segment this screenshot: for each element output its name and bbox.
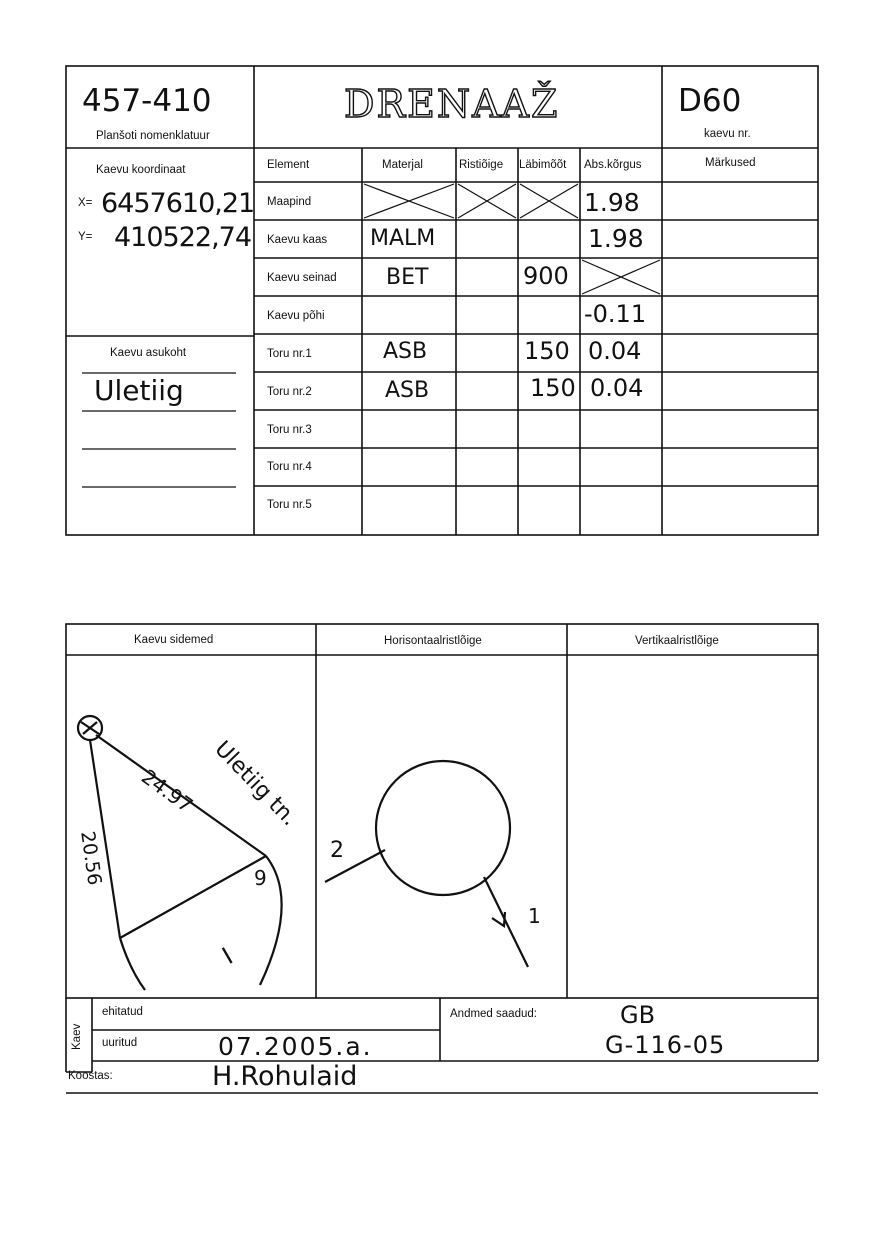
x-prefix: X= xyxy=(78,197,93,209)
point-mark: 9 xyxy=(254,866,267,890)
location-label: Kaevu asukoht xyxy=(110,347,187,359)
table-row-element: Maapind xyxy=(267,196,312,208)
table-row-elevation: 1.98 xyxy=(588,224,644,253)
distance-label-2: 20.56 xyxy=(76,829,106,887)
built-label: ehitatud xyxy=(102,1006,143,1018)
table-row-diameter: 900 xyxy=(523,262,569,290)
table-row-element: Toru nr.5 xyxy=(267,499,312,511)
roman-one-label: I xyxy=(217,942,238,970)
table-row-material: BET xyxy=(386,265,429,290)
table-row-diameter: 150 xyxy=(530,374,576,402)
table-row-elevation: 1.98 xyxy=(584,188,640,217)
table-row-material: MALM xyxy=(370,226,436,251)
table-row-element: Kaevu seinad xyxy=(267,272,337,284)
col-notes: Märkused xyxy=(705,157,756,169)
map-sheet-value: 457-410 xyxy=(82,83,212,119)
col-element: Element xyxy=(267,159,310,171)
location-value: Uletiig xyxy=(94,374,184,407)
col-diameter: Läbimõõt xyxy=(519,159,567,171)
street-label: Uletiig tn. xyxy=(209,736,302,832)
table-row-elevation: 0.04 xyxy=(588,337,642,365)
col-material: Materjal xyxy=(382,159,423,171)
map-sheet-label: Planšoti nomenklatuur xyxy=(96,130,210,142)
y-prefix: Y= xyxy=(78,231,93,243)
coordinates-label: Kaevu koordinaat xyxy=(96,164,186,176)
surveyed-value: 07.2005.a. xyxy=(218,1032,373,1061)
pipe-2-label: 2 xyxy=(330,838,344,863)
col-cross-section: Ristiõige xyxy=(459,159,504,171)
table-row-element: Toru nr.2 xyxy=(267,386,312,398)
table-row-elevation: 0.04 xyxy=(590,374,644,402)
compiled-label: Koostas: xyxy=(68,1070,113,1082)
horizontal-section-sketch xyxy=(325,761,528,967)
table-row-element: Toru nr.3 xyxy=(267,424,312,436)
well-no-label: kaevu nr. xyxy=(704,128,751,140)
well-no-value: D60 xyxy=(678,83,742,119)
data-source-value-2: G-116-05 xyxy=(605,1031,726,1059)
surveyed-label: uuritud xyxy=(102,1037,138,1049)
distance-label-1: 24.97 xyxy=(137,764,198,818)
col-elevation: Abs.kõrgus xyxy=(584,159,642,171)
vertical-section-label: Vertikaalristlõige xyxy=(635,635,719,647)
table-row-element: Kaevu põhi xyxy=(267,310,325,322)
table-row-element: Toru nr.4 xyxy=(267,461,312,473)
data-source-value-1: GB xyxy=(620,1001,656,1029)
tie-sketch-label: Kaevu sidemed xyxy=(134,634,214,646)
table-row-diameter: 150 xyxy=(524,337,570,365)
table-row-material: ASB xyxy=(383,339,428,364)
horizontal-section-label: Horisontaalristlõige xyxy=(384,635,482,647)
table-row-element: Toru nr.1 xyxy=(267,348,312,360)
x-coordinate-value: 6457610,21 xyxy=(101,188,255,219)
compiled-value: H.Rohulaid xyxy=(212,1061,358,1092)
tie-sketch xyxy=(78,716,282,990)
table-row-element: Kaevu kaas xyxy=(267,234,328,246)
table-row-elevation: -0.11 xyxy=(584,300,647,328)
table-row-material: ASB xyxy=(385,378,430,403)
pipe-1-label: 1 xyxy=(528,904,541,928)
data-source-label: Andmed saadud: xyxy=(450,1008,537,1020)
y-coordinate-value: 410522,74 xyxy=(114,222,252,253)
page-title: DRENAAŽ xyxy=(344,82,560,126)
well-side-label: Kaev xyxy=(71,1023,83,1050)
